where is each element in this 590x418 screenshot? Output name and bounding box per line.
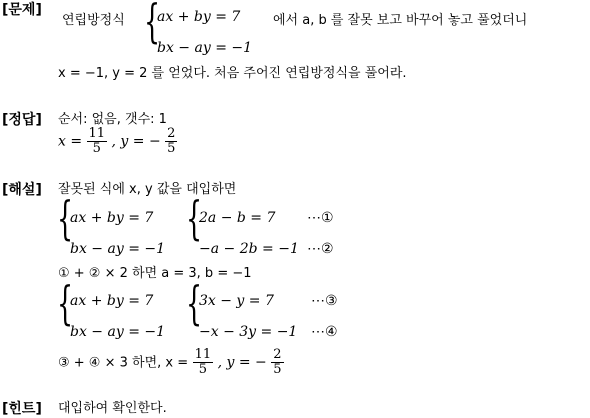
solution-system-2-right-eq-1: 3x − y = 7 [199,293,274,309]
equation-marker-3: ⋯③ [311,293,338,309]
problem-equation-1: ax + by = 7 [157,9,241,25]
problem-system-brace: { [144,0,161,48]
answer-meta: 순서: 없음, 갯수: 1 [58,112,167,127]
equation-marker-2: ⋯② [307,241,334,257]
solution-system-2-left-eq-1: ax + by = 7 [70,293,154,309]
problem-intro: 연립방정식 [62,13,125,28]
solution-system-1-right-eq-1: 2a − b = 7 [199,210,276,226]
solution-system-1-right-eq-2: −a − 2b = −1 [199,241,299,257]
solution-system-1-left-eq-2: bx − ay = −1 [70,241,166,257]
solution-step-2-mid: , y = − [217,354,267,371]
solution-system-2-left-brace: { [57,276,74,330]
solution-step-2-x-numerator: 11 [194,347,212,362]
problem-equation-2: bx − ay = −1 [157,40,253,56]
solution-system-1-left-brace: { [57,191,74,245]
hint-label: [힌트] [2,401,42,417]
hint-text: 대입하여 확인한다. [58,401,167,416]
solution-system-1-right-brace: { [186,191,203,245]
problem-statement-line-2: x = −1, y = 2 를 얻었다. 처음 주어진 연립방정식을 풀어라. [58,66,407,81]
solution-intro: 잘못된 식에 x, y 값을 대입하면 [58,182,237,197]
solution-step-2-x-denominator: 5 [198,362,207,377]
problem-statement-tail: 에서 a, b 를 잘못 보고 바꾸어 놓고 풀었더니 [273,13,528,28]
solution-step-2-x-fraction [193,348,214,377]
solution-system-1-left-eq-1: ax + by = 7 [70,210,154,226]
problem-label: [문제] [2,2,42,18]
answer-values [58,127,177,156]
solution-step-2-y-denominator: 5 [273,362,282,377]
solution-step-2-y-numerator: 2 [273,347,282,362]
answer-y-numerator: 2 [167,126,176,141]
answer-x-numerator: 11 [88,126,106,141]
equation-marker-1: ⋯① [307,210,334,226]
answer-y-lhs: , y = − [111,133,161,150]
answer-x-denominator: 5 [92,141,101,156]
solution-system-2-left-eq-2: bx − ay = −1 [70,324,166,340]
solution-step-1: ① + ② × 2 하면 a = 3, b = −1 [58,266,252,281]
solution-step-2-prefix: ③ + ④ × 3 하면, x = [58,355,189,371]
solution-step-2 [58,348,284,377]
answer-x-lhs: x = [58,133,83,150]
answer-y-denominator: 5 [167,141,176,156]
solution-label: [해설] [2,182,42,198]
answer-y-fraction [165,127,177,156]
answer-label: [정답] [2,112,42,128]
solution-step-2-y-fraction [271,348,283,377]
answer-x-fraction [87,127,108,156]
equation-marker-4: ⋯④ [311,324,338,340]
solution-system-2-right-brace: { [186,276,203,330]
solution-system-2-right-eq-2: −x − 3y = −1 [199,324,298,340]
